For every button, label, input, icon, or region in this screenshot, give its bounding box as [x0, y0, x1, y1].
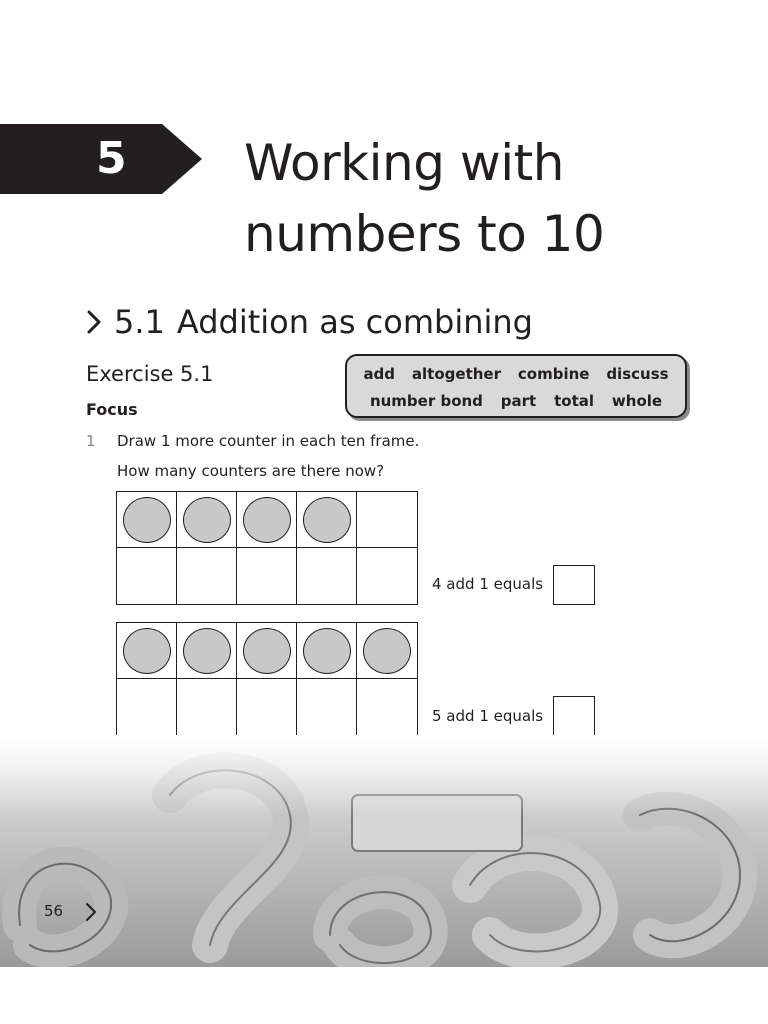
ten-frame-cell[interactable] — [357, 492, 417, 548]
vocabulary-box — [345, 354, 687, 418]
counter — [243, 497, 291, 543]
ten-frame-cell[interactable] — [357, 623, 417, 679]
section-title: Addition as combining — [176, 303, 533, 341]
counter — [123, 497, 171, 543]
ten-frame — [116, 491, 418, 605]
section-heading — [84, 300, 533, 344]
counter — [183, 497, 231, 543]
page-number: 56 — [44, 902, 64, 920]
ten-frame-cell[interactable] — [237, 679, 297, 735]
counter — [243, 628, 291, 674]
vocabulary-word: altogether — [411, 365, 501, 383]
exercise-title: Exercise 5.1 — [86, 362, 214, 386]
ten-frame-cell[interactable] — [237, 492, 297, 548]
ten-frame-cell[interactable] — [297, 679, 357, 735]
chapter-title-line-2: numbers to 10 — [244, 205, 605, 263]
ten-frame-cell[interactable] — [297, 548, 357, 604]
counter — [303, 497, 351, 543]
ten-frame — [116, 622, 418, 736]
counter — [123, 628, 171, 674]
question-prompt: How many counters are there now? — [117, 462, 385, 480]
equals-label: 5 add 1 equals — [432, 707, 544, 725]
ten-frame-cell[interactable] — [237, 548, 297, 604]
vocabulary-word: discuss — [606, 365, 669, 383]
chapter-title-line-1: Working with — [244, 134, 564, 192]
chevron-right-icon — [84, 309, 104, 335]
chapter-title — [244, 128, 604, 270]
counter — [363, 628, 411, 674]
question-number: 1 — [86, 432, 96, 450]
equals-label: 4 add 1 equals — [432, 575, 544, 593]
counter — [303, 628, 351, 674]
ten-frame-cell[interactable] — [177, 548, 237, 604]
ten-frame-cell[interactable] — [117, 623, 177, 679]
ten-frame-cell[interactable] — [117, 679, 177, 735]
vocabulary-row — [347, 392, 685, 410]
chapter-number: 5 — [96, 133, 127, 184]
ten-frame-cell[interactable] — [177, 679, 237, 735]
answer-box[interactable] — [553, 565, 595, 605]
wooden-numbers-photo — [0, 735, 768, 967]
answer-box[interactable] — [553, 696, 595, 736]
ten-frame-cell[interactable] — [297, 492, 357, 548]
ten-frame-cell[interactable] — [117, 492, 177, 548]
vocabulary-word: total — [554, 392, 595, 410]
vocabulary-word: combine — [517, 365, 590, 383]
vocabulary-word: add — [363, 365, 396, 383]
ten-frame-cell[interactable] — [237, 623, 297, 679]
counter — [183, 628, 231, 674]
vocabulary-word: number bond — [369, 392, 483, 410]
section-number: 5.1 — [114, 303, 165, 341]
question-instruction: Draw 1 more counter in each ten frame. — [117, 432, 420, 450]
chevron-right-icon — [84, 902, 98, 922]
vocabulary-row — [347, 365, 685, 383]
ten-frame-cell[interactable] — [177, 492, 237, 548]
ten-frame-cell[interactable] — [117, 548, 177, 604]
ten-frame-cell[interactable] — [297, 623, 357, 679]
ten-frame-cell[interactable] — [357, 679, 417, 735]
ten-frame-cell[interactable] — [177, 623, 237, 679]
focus-label: Focus — [86, 400, 138, 419]
vocabulary-word: part — [500, 392, 537, 410]
ten-frame-cell[interactable] — [357, 548, 417, 604]
vocabulary-word: whole — [611, 392, 663, 410]
